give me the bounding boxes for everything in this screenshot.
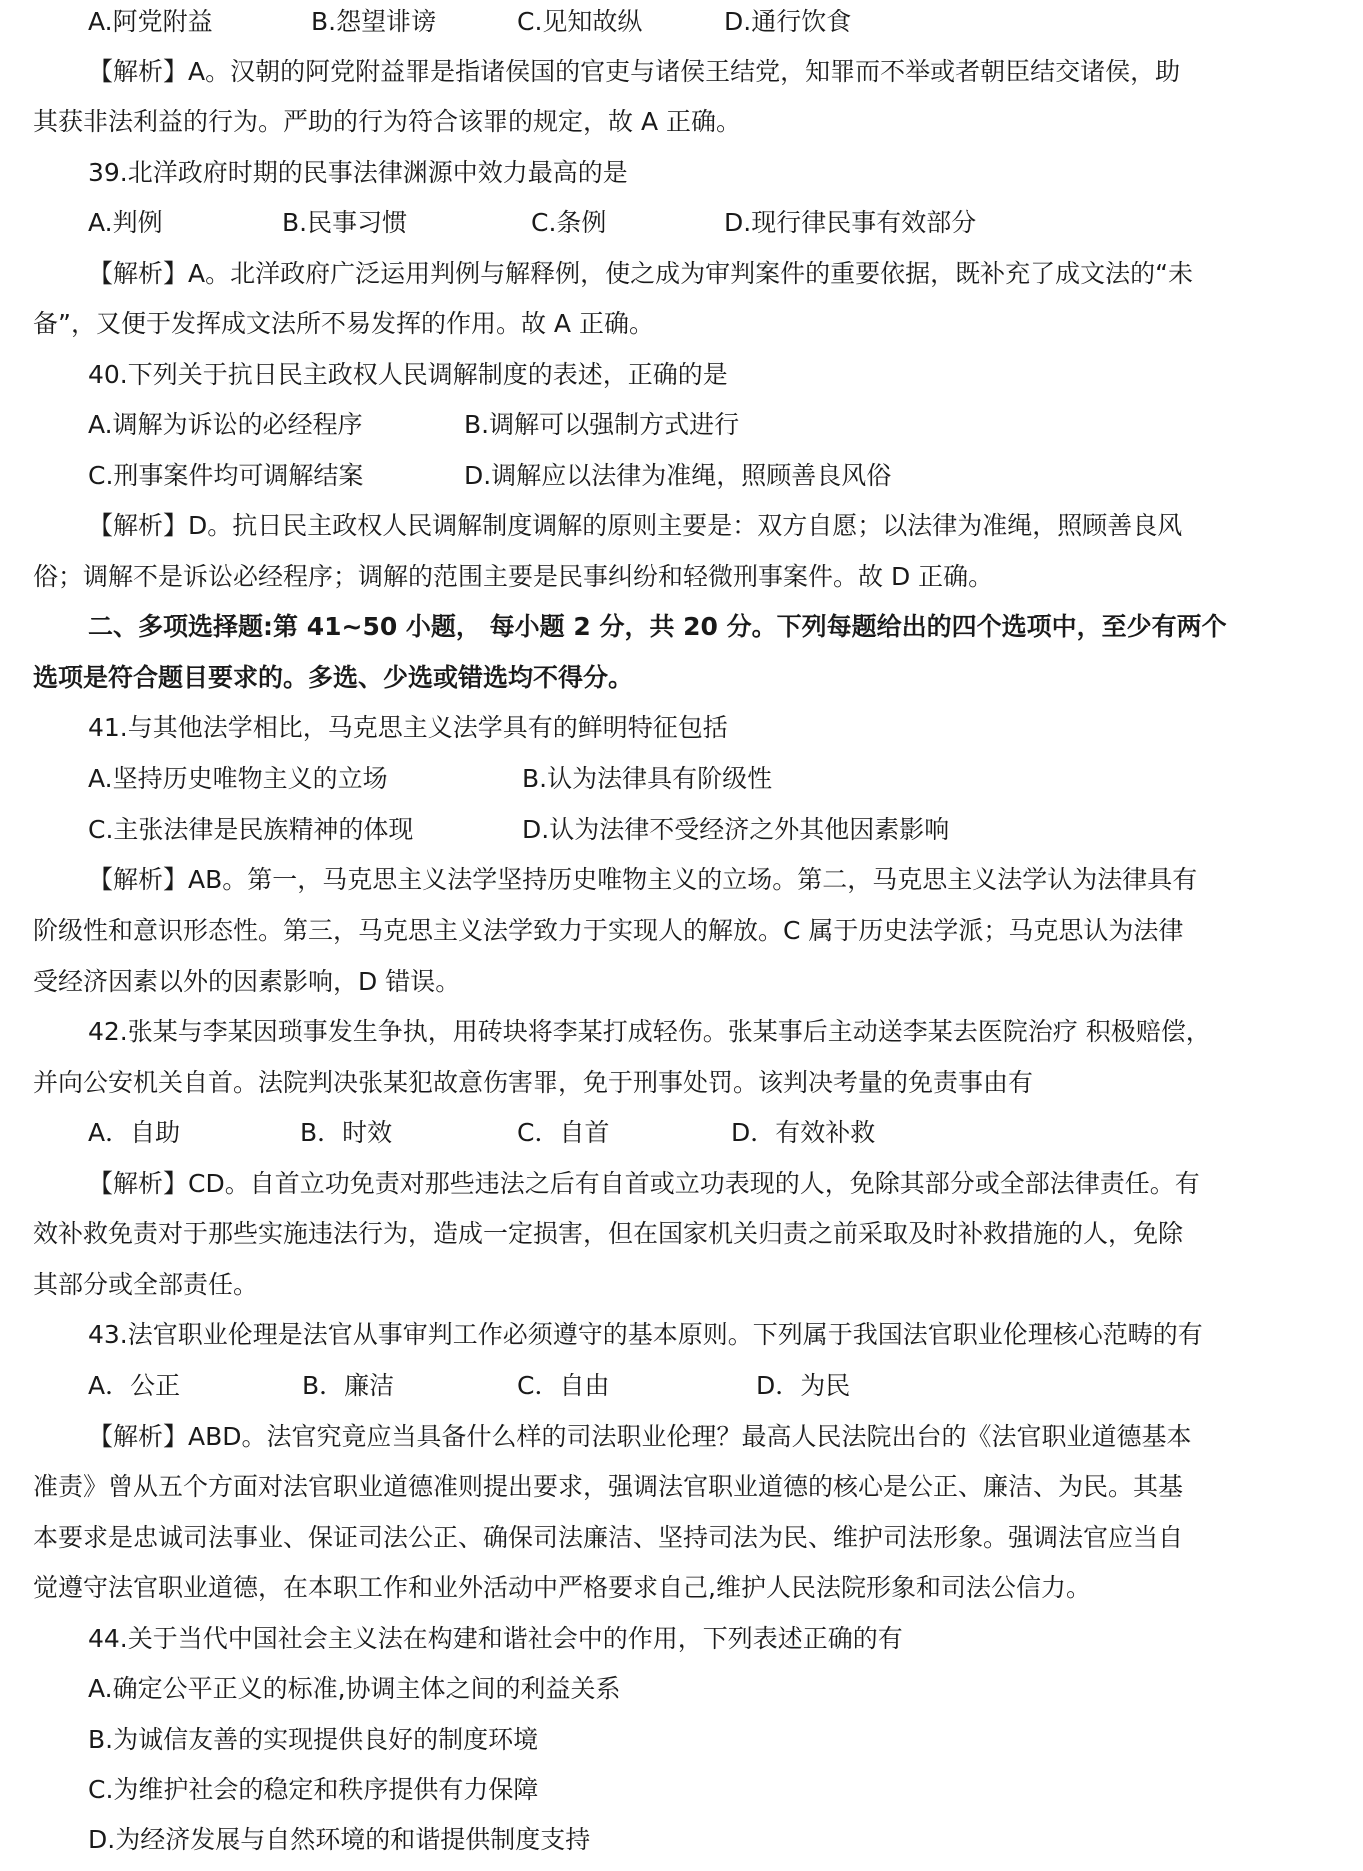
- q42-analysis-line-2: 效补救免责对于那些实施违法行为，造成一定损害，但在国家机关归责之前采取及时补救措施的人，免除: [33, 1219, 1184, 1248]
- q43-option-d: D．为民: [756, 1371, 851, 1400]
- q42-option-d: D．有效补救: [731, 1118, 876, 1147]
- q42-option-c: C．自首: [517, 1118, 610, 1147]
- q41-option-c: C.主张法律是民族精神的体现: [88, 815, 414, 844]
- q43-analysis-line-1: 【解析】ABD。法官究竟应当具备什么样的司法职业伦理？最高人民法院出台的《法官职业道德基本: [88, 1422, 1192, 1451]
- q41-analysis-line-3: 受经济因素以外的因素影响，D 错误。: [33, 967, 461, 996]
- q42-stem-line-2: 并向公安机关自首。法院判决张某犯故意伤害罪，免于刑事处罚。该判决考量的免责事由有: [33, 1068, 1034, 1097]
- q40-option-b: B.调解可以强制方式进行: [464, 410, 740, 439]
- q39-analysis-line-2: 备”，又便于发挥成文法所不易发挥的作用。故 A 正确。: [33, 309, 654, 338]
- q41-option-d: D.认为法律不受经济之外其他因素影响: [522, 815, 950, 844]
- q42-analysis-line-1: 【解析】CD。自首立功免责对那些违法之后有自首或立功表现的人，免除其部分或全部法律责任。有: [88, 1169, 1200, 1198]
- q41-analysis-line-2: 阶级性和意识形态性。第三，马克思主义法学致力于实现人的解放。C 属于历史法学派；马克思认为法律: [33, 916, 1184, 945]
- q40-analysis-line-1: 【解析】D。抗日民主政权人民调解制度调解的原则主要是：双方自愿；以法律为准绳，照顾善良风: [88, 511, 1183, 540]
- section-2-heading-line-2: 选项是符合题目要求的。多选、少选或错选均不得分。: [33, 663, 634, 692]
- q44-option-d: D.为经济发展与自然环境的和谐提供制度支持: [88, 1825, 591, 1854]
- q38-option-c: C.见知故纵: [517, 7, 643, 36]
- q43-analysis-line-3: 本要求是忠诚司法事业、保证司法公正、确保司法廉洁、坚持司法为民、维护司法形象。强调法官应当自: [33, 1523, 1184, 1552]
- q44-option-b: B.为诚信友善的实现提供良好的制度环境: [88, 1725, 539, 1754]
- q43-analysis-line-4: 觉遵守法官职业道德，在本职工作和业外活动中严格要求自己,维护人民法院形象和司法公信力。: [33, 1573, 1091, 1602]
- q38-option-a: A.阿党附益: [88, 7, 213, 36]
- q40-analysis-line-2: 俗；调解不是诉讼必经程序；调解的范围主要是民事纠纷和轻微刑事案件。故 D 正确。: [33, 562, 994, 591]
- q43-analysis-line-2: 准责》曾从五个方面对法官职业道德准则提出要求，强调法官职业道德的核心是公正、廉洁、为民。其基: [33, 1472, 1184, 1501]
- q42-option-a: A．自助: [88, 1118, 181, 1147]
- q39-option-b: B.民事习惯: [282, 208, 408, 237]
- q41-option-a: A.坚持历史唯物主义的立场: [88, 764, 388, 793]
- q39-option-a: A.判例: [88, 208, 163, 237]
- q39-option-c: C.条例: [531, 208, 607, 237]
- q44-stem: 44.关于当代中国社会主义法在构建和谐社会中的作用，下列表述正确的有: [88, 1624, 903, 1653]
- q42-stem-line-1: 42.张某与李某因琐事发生争执，用砖块将李某打成轻伤。张某事后主动送李某去医院治疗 积极赔偿，: [88, 1017, 1211, 1046]
- q39-stem: 39.北洋政府时期的民事法律渊源中效力最高的是: [88, 158, 628, 187]
- q38-option-b: B.怨望诽谤: [311, 7, 437, 36]
- q43-stem: 43.法官职业伦理是法官从事审判工作必须遵守的基本原则。下列属于我国法官职业伦理核心范畴的有: [88, 1320, 1203, 1349]
- q44-option-a: A.确定公平正义的标准,协调主体之间的利益关系: [88, 1674, 621, 1703]
- q41-analysis-line-1: 【解析】AB。第一，马克思主义法学坚持历史唯物主义的立场。第二，马克思主义法学认为法律具有: [88, 865, 1198, 894]
- q44-option-c: C.为维护社会的稳定和秩序提供有力保障: [88, 1775, 539, 1804]
- q42-option-b: B．时效: [300, 1118, 393, 1147]
- q38-analysis-line-1: 【解析】A。汉朝的阿党附益罪是指诸侯国的官吏与诸侯王结党，知罪而不举或者朝臣结交诸侯，助: [88, 57, 1181, 86]
- q41-option-b: B.认为法律具有阶级性: [522, 764, 773, 793]
- q40-option-a: A.调解为诉讼的必经程序: [88, 410, 363, 439]
- q39-option-d: D.现行律民事有效部分: [724, 208, 977, 237]
- q43-option-c: C．自由: [517, 1371, 610, 1400]
- section-2-heading-line-1: 二、多项选择题:第 41~50 小题， 每小题 2 分，共 20 分。下列每题给出的四个选项中，至少有两个: [88, 612, 1227, 641]
- q38-option-d: D.通行饮食: [724, 7, 852, 36]
- q41-stem: 41.与其他法学相比，马克思主义法学具有的鲜明特征包括: [88, 713, 728, 742]
- q39-analysis-line-1: 【解析】A。北洋政府广泛运用判例与解释例，使之成为审判案件的重要依据，既补充了成文法的“未: [88, 259, 1194, 288]
- q40-stem: 40.下列关于抗日民主政权人民调解制度的表述，正确的是: [88, 360, 728, 389]
- q40-option-c: C.刑事案件均可调解结案: [88, 461, 364, 490]
- q38-analysis-line-2: 其获非法利益的行为。严助的行为符合该罪的规定，故 A 正确。: [33, 107, 741, 136]
- q43-option-a: A．公正: [88, 1371, 181, 1400]
- q40-option-d: D.调解应以法律为准绳，照顾善良风俗: [464, 461, 892, 490]
- q42-analysis-line-3: 其部分或全部责任。: [33, 1270, 259, 1299]
- q43-option-b: B．廉洁: [302, 1371, 395, 1400]
